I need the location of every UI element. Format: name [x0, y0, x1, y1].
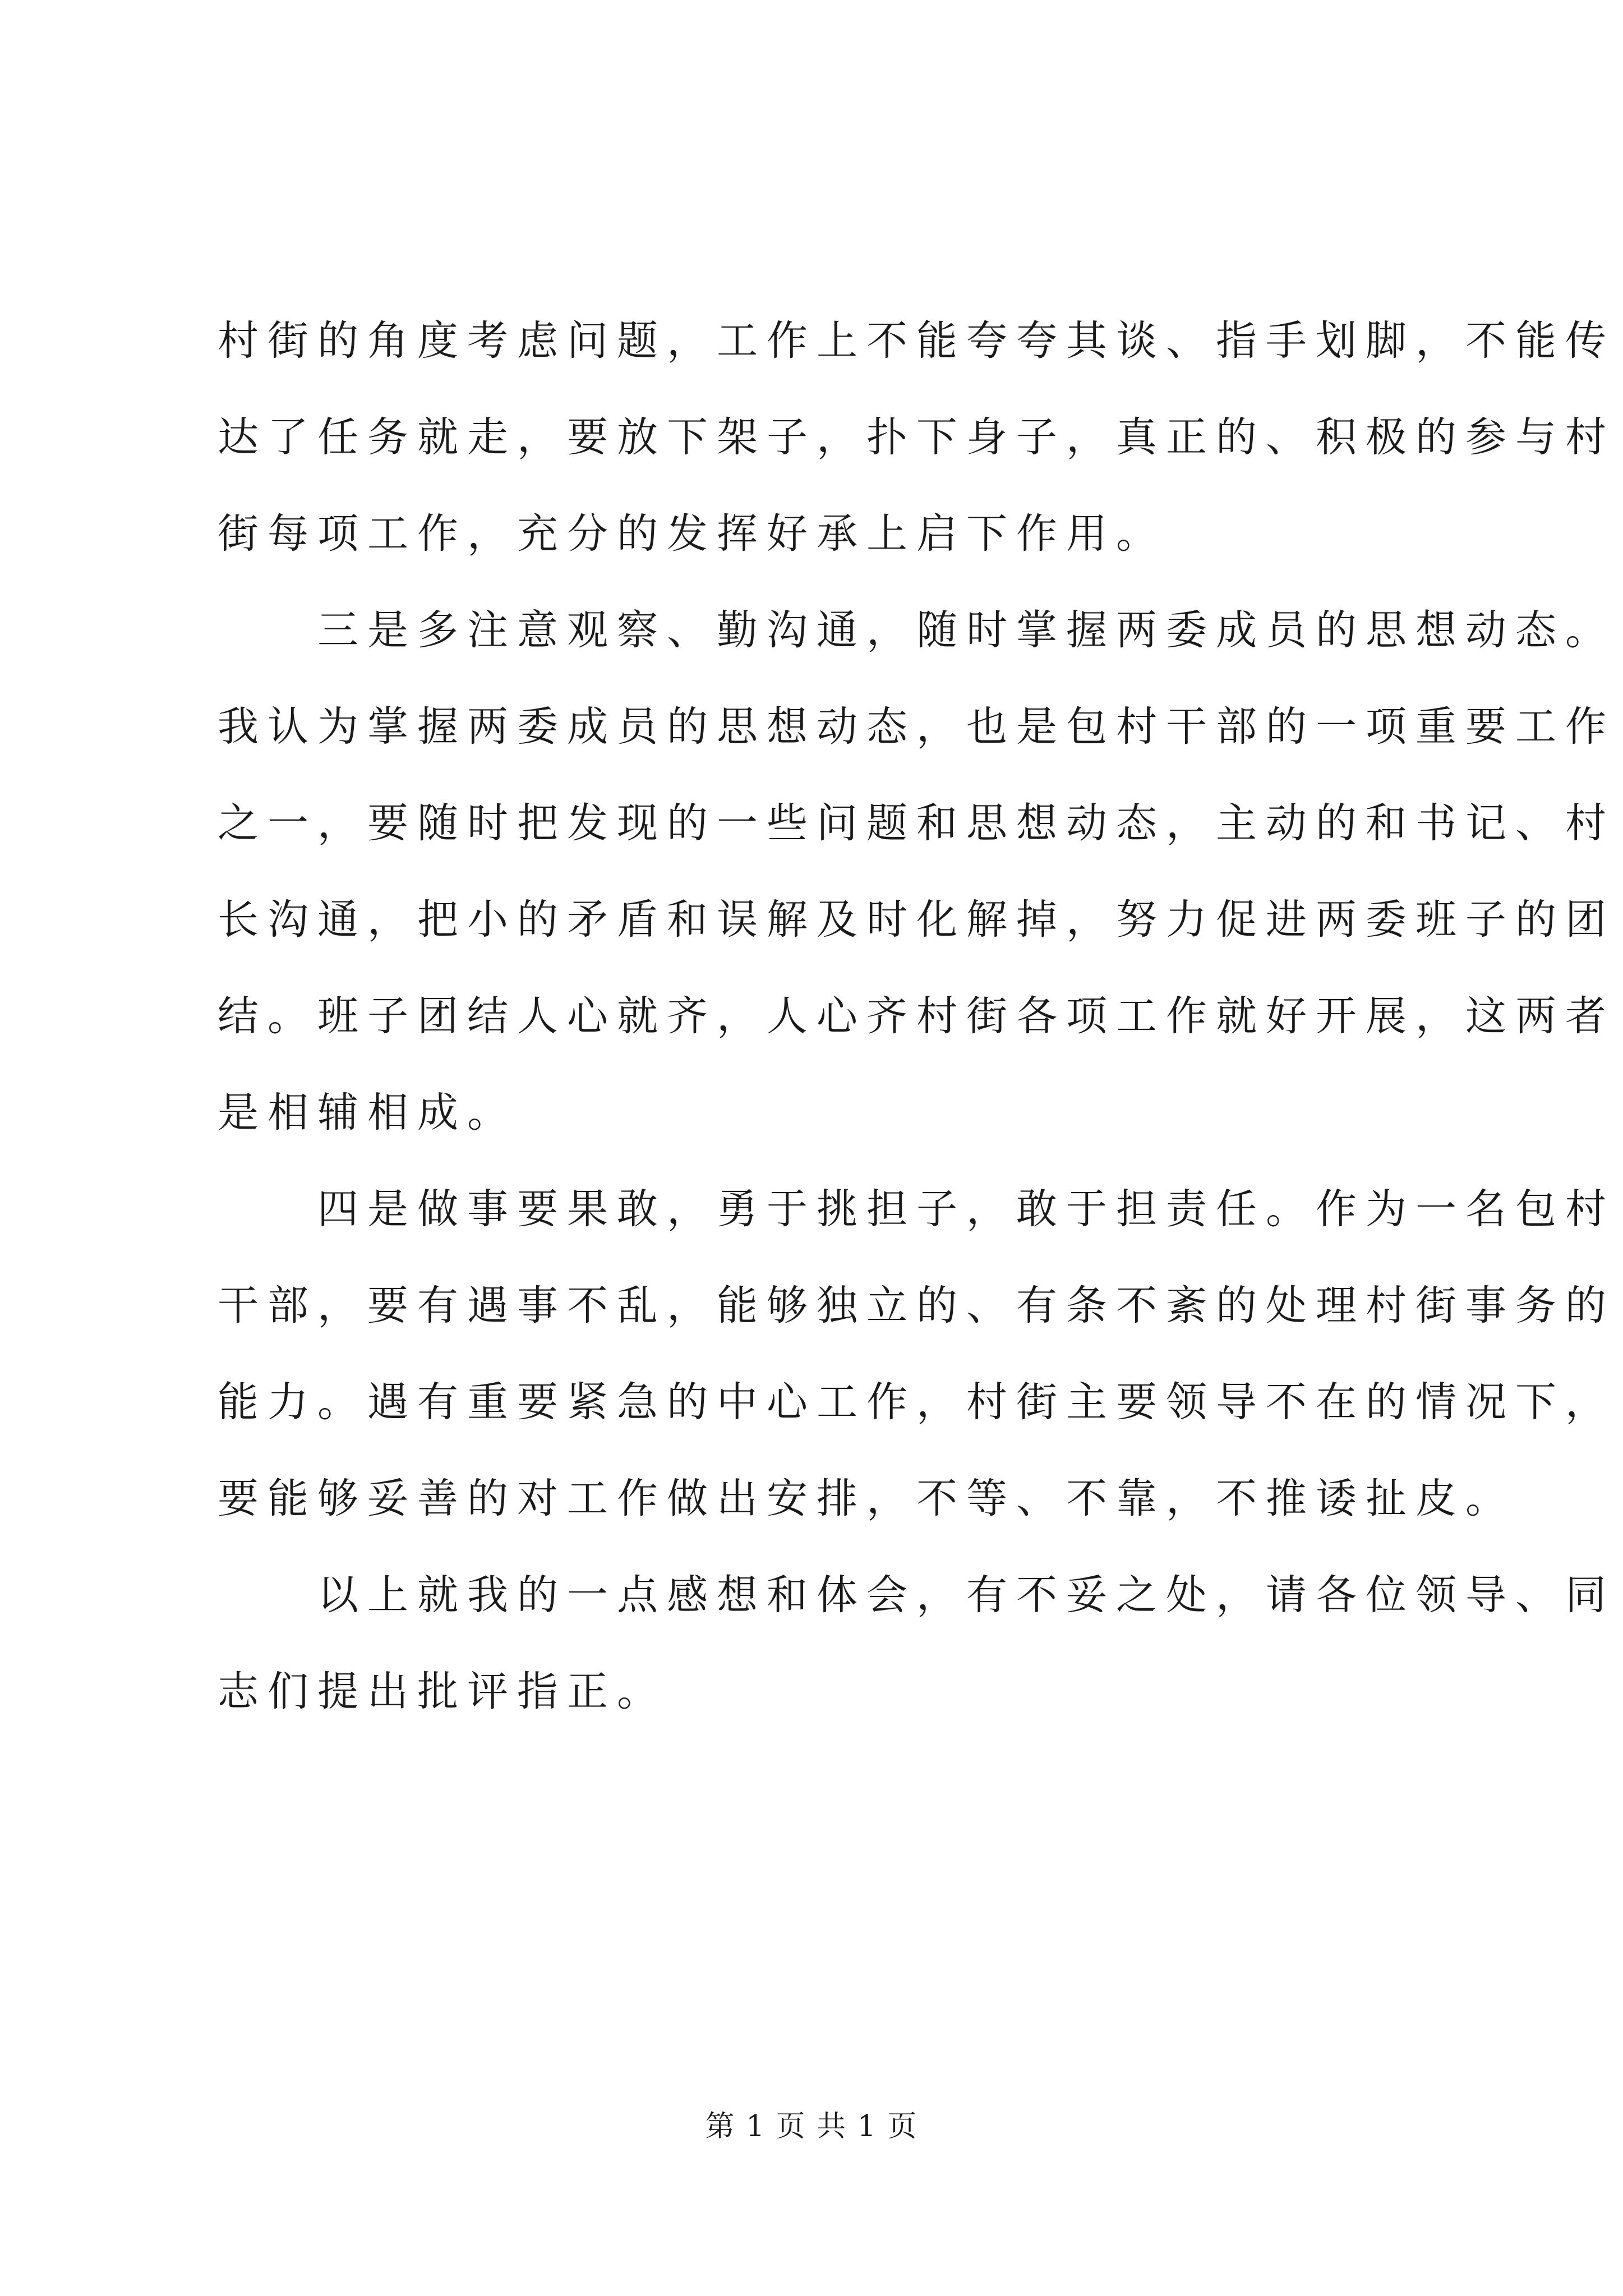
text-line: 街每项工作，充分的发挥好承上启下作用。 — [218, 510, 1166, 558]
text-line: 之一，要随时把发现的一些问题和思想动态，主动的和书记、村 — [218, 799, 1615, 847]
text-line: 是相辅相成。 — [218, 1089, 517, 1137]
text-line: 以上就我的一点感想和体会，有不妥之处，请各位领导、同 — [218, 1571, 1615, 1619]
page-footer: 第 1 页 共 1 页 — [705, 2110, 918, 2143]
text-line: 志们提出批评指正。 — [218, 1668, 667, 1715]
text-line: 结。班子团结人心就齐，人心齐村街各项工作就好开展，这两者 — [218, 992, 1615, 1040]
body-text — [218, 293, 1615, 1740]
text-line: 长沟通，把小的矛盾和误解及时化解掉，努力促进两委班子的团 — [218, 896, 1615, 944]
text-line: 能力。遇有重要紧急的中心工作，村街主要领导不在的情况下， — [218, 1378, 1615, 1426]
text-line: 我认为掌握两委成员的思想动态，也是包村干部的一项重要工作 — [218, 703, 1615, 751]
text-line: 村街的角度考虑问题，工作上不能夸夸其谈、指手划脚，不能传 — [218, 317, 1615, 365]
text-line: 达了任务就走，要放下架子，扑下身子，真正的、积极的参与村 — [218, 413, 1615, 461]
text-line: 四是做事要果敢，勇于挑担子，敢于担责任。作为一名包村 — [218, 1185, 1615, 1233]
text-line: 干部，要有遇事不乱，能够独立的、有条不紊的处理村街事务的 — [218, 1282, 1615, 1329]
text-line: 三是多注意观察、勤沟通，随时掌握两委成员的思想动态。 — [218, 606, 1615, 654]
text-line: 要能够妥善的对工作做出安排，不等、不靠，不推诿扯皮。 — [218, 1475, 1515, 1522]
